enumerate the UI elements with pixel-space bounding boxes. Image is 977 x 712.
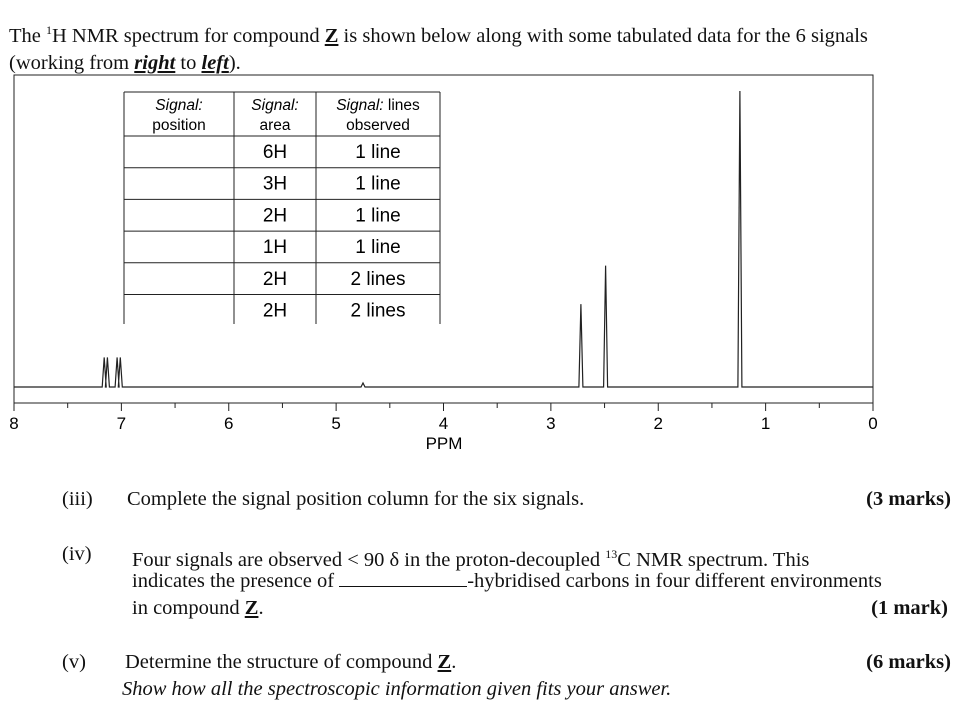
- header-area-1: Signal:: [251, 97, 299, 114]
- question-iv-marks: (1 mark): [871, 597, 948, 619]
- row-area: 3H: [262, 173, 288, 195]
- compound-symbol: Z: [437, 651, 452, 673]
- header-lines-1: Signal: lines: [336, 97, 420, 114]
- row-lines: 1 line: [355, 142, 401, 163]
- intro-line-2: (working from right to left).: [9, 51, 241, 74]
- nmr-spectrum-figure: [0, 74, 977, 464]
- ppm-axis: [9, 403, 877, 433]
- spectrum-frame: [14, 75, 873, 403]
- signal-table: [124, 92, 440, 324]
- question-iv-line-1: Four signals are observed < 90 δ in the proton-decoupled $^{13}$C NMR spectrum. This: [132, 547, 810, 571]
- row-area: 2H: [262, 300, 288, 322]
- row-area: 6H: [262, 142, 288, 163]
- tick-label: 3: [546, 414, 556, 433]
- spectrum-trace: [14, 91, 873, 387]
- tick-label: 0: [868, 414, 878, 433]
- row-lines: 2 lines: [350, 268, 406, 290]
- question-v-subtext: Show how all the spectroscopic information given fits your answer.: [122, 678, 672, 700]
- question-iii-marks: (3 marks): [866, 488, 951, 510]
- direction-left: left: [201, 51, 229, 74]
- row-lines: 1 line: [355, 237, 401, 259]
- tick-label: 2: [653, 414, 663, 433]
- question-v-text: Determine the structure of compound Z.: [125, 651, 457, 673]
- compound-symbol: Z: [244, 597, 259, 619]
- tick-label: 6: [224, 414, 234, 433]
- x-axis-label: PPM: [425, 434, 463, 453]
- direction-right: right: [134, 51, 176, 74]
- header-position-2: position: [152, 117, 206, 134]
- header-area-2: area: [259, 117, 291, 134]
- compound-symbol: Z: [324, 24, 339, 47]
- tick-label: 8: [9, 414, 19, 433]
- question-iii-text: Complete the signal position column for the six signals.: [127, 488, 585, 510]
- tick-label: 5: [331, 414, 341, 433]
- row-lines: 1 line: [355, 173, 401, 195]
- header-lines-2: observed: [346, 117, 410, 134]
- question-iv-line-2: indicates the presence of -hybridised carbons in four different environments: [132, 570, 882, 592]
- tick-label: 1: [760, 414, 771, 433]
- answer-blank[interactable]: [339, 568, 467, 587]
- header-position-1: Signal:: [155, 97, 203, 114]
- question-iv-number: (iv): [62, 543, 92, 565]
- row-area: 2H: [262, 205, 288, 227]
- intro-paragraph: [9, 17, 868, 77]
- intro-line-1: The $^1$H NMR spectrum for compound Z is shown below along with some tabulated data for the 6 signals: [9, 23, 868, 47]
- question-iv-line-3: in compound Z.: [132, 597, 264, 619]
- tick-label: 7: [116, 414, 127, 433]
- row-lines: 1 line: [355, 205, 401, 227]
- tick-label: 4: [438, 414, 449, 433]
- row-area: 1H: [262, 237, 288, 259]
- question-v-marks: (6 marks): [866, 651, 951, 673]
- question-v-number: (v): [62, 651, 86, 673]
- row-lines: 2 lines: [350, 300, 406, 322]
- row-area: 2H: [262, 268, 288, 290]
- question-iii-number: (iii): [62, 488, 93, 510]
